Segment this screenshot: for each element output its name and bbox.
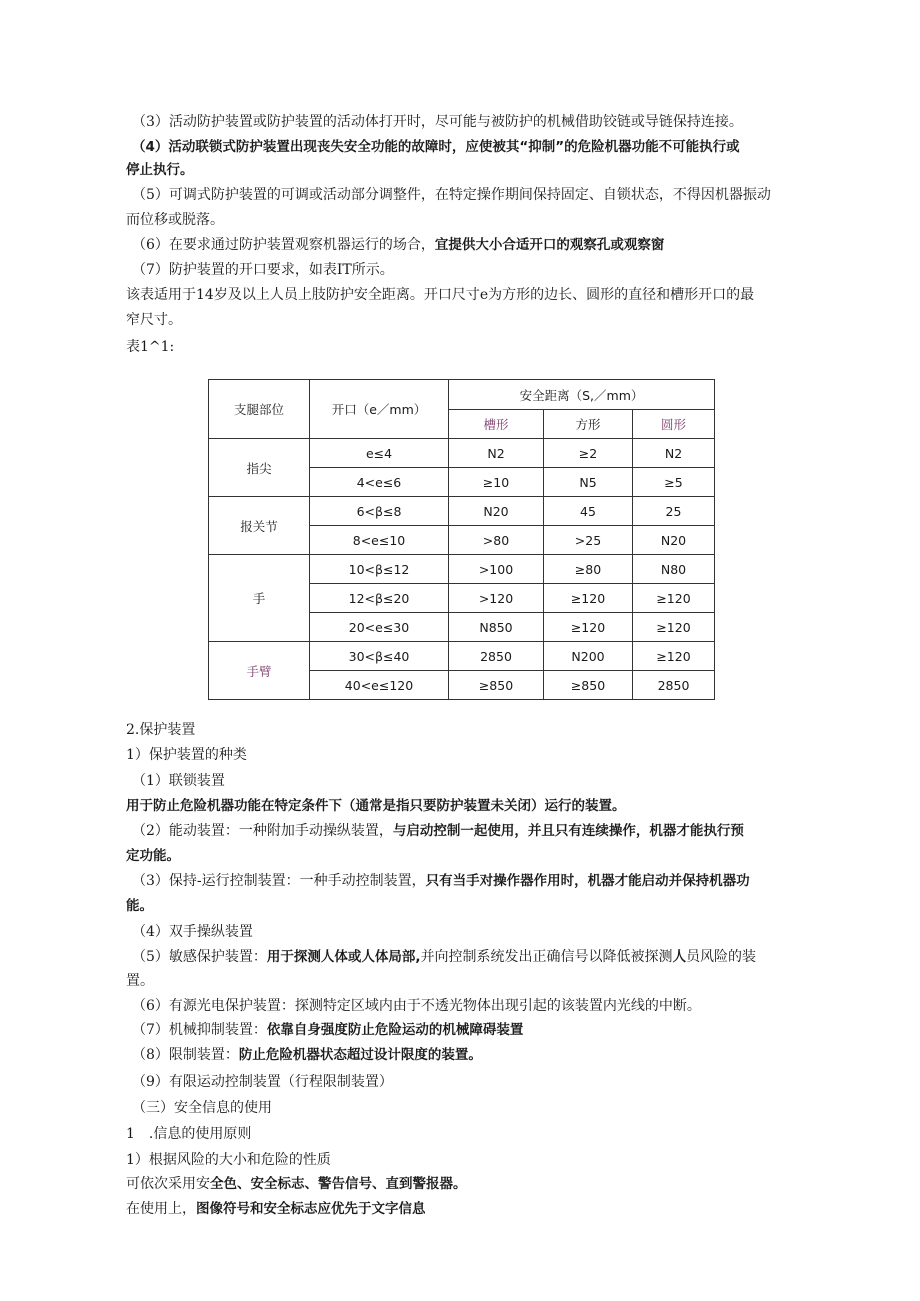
square-cell: N5 [544, 468, 633, 497]
table-row [209, 497, 715, 526]
square-cell: ≥850 [544, 671, 633, 700]
opening-cell: 6<β≤8 [310, 497, 449, 526]
slot-cell: ≥10 [449, 468, 544, 497]
para-7: （7）防护装置的开口要求，如表IT所示。 [132, 262, 394, 278]
opening-cell: 12<β≤20 [310, 584, 449, 613]
header-opening: 开口（e／mm） [310, 380, 449, 439]
para-4-cont: 停止执行。 [126, 162, 194, 178]
opening-cell: 10<β≤12 [310, 555, 449, 584]
round-cell: ≥120 [633, 584, 715, 613]
para-5-cont: 而位移或脱落。 [126, 212, 224, 228]
item-5-cont: 置。 [126, 973, 154, 989]
header-slot: 槽形 [449, 410, 544, 439]
round-cell: ≥5 [633, 468, 715, 497]
round-cell: 25 [633, 497, 715, 526]
para-4: （4）活动联锁式防护装置出现丧失安全功能的故障时，应使被其“抑制”的危险机器功能不可能执行或 [132, 139, 740, 155]
square-cell: N200 [544, 642, 633, 671]
slot-cell: N2 [449, 439, 544, 468]
item-5: （5）敏感保护装置：用于探测人体或人体局部,并向控制系统发出正确信号以降低被探测人员风险的装 [132, 949, 757, 965]
slot-cell: N850 [449, 613, 544, 642]
opening-cell: 30<β≤40 [310, 642, 449, 671]
part-cell: 指尖 [209, 439, 310, 497]
section-3-text-1: 可依次采用安全色、安全标志、警告信号、直到警报器。 [126, 1176, 467, 1192]
header-part: 支腿部位 [209, 380, 310, 439]
part-cell: 手臂 [209, 642, 310, 700]
round-cell: N20 [633, 526, 715, 555]
item-7: （7）机械抑制装置：依靠自身强度防止危险运动的机械障碍装置 [132, 1022, 524, 1038]
opening-cell: e≤4 [310, 439, 449, 468]
square-cell: 45 [544, 497, 633, 526]
slot-cell: >100 [449, 555, 544, 584]
slot-cell: ≥850 [449, 671, 544, 700]
opening-cell: 40<e≤120 [310, 671, 449, 700]
table-row [209, 439, 715, 468]
section-2-heading: 2.保护装置 [126, 722, 196, 738]
para-5: （5）可调式防护装置的可调或活动部分调整件，在特定操作期间保持固定、自锁状态，不得因机器振动 [132, 187, 771, 203]
opening-cell: 8<e≤10 [310, 526, 449, 555]
round-cell: ≥120 [633, 613, 715, 642]
square-cell: ≥120 [544, 584, 633, 613]
slot-cell: N20 [449, 497, 544, 526]
round-cell: N80 [633, 555, 715, 584]
part-cell: 报关节 [209, 497, 310, 555]
square-cell: ≥2 [544, 439, 633, 468]
section-3-text-2: 在使用上，图像符号和安全标志应优先于文字信息 [126, 1201, 426, 1217]
table-note: 该表适用于14岁及以上人员上肢防护安全距离。开口尺寸e为方形的边长、圆形的直径和槽形开口的最 [126, 287, 755, 303]
section-3-1-1: 1）根据风险的大小和危险的性质 [126, 1152, 331, 1168]
item-2-cont: 定功能。 [126, 848, 180, 864]
para-3: （3）活动防护装置或防护装置的活动体打开时，尽可能与被防护的机械借助铰链或导链保持连接。 [132, 114, 743, 130]
header-round: 圆形 [633, 410, 715, 439]
table-row [209, 555, 715, 584]
part-cell: 手 [209, 555, 310, 642]
item-8: （8）限制装置：防止危险机器状态超过设计限度的装置。 [132, 1047, 482, 1063]
item-2: （2）能动装置：一种附加手动操纵装置，与启动控制一起使用，并且只有连续操作，机器才能执行预 [132, 823, 744, 839]
section-2-1: 1）保护装置的种类 [126, 747, 247, 763]
header-distance: 安全距离（S,／mm） [449, 380, 715, 410]
table-note-cont: 窄尺寸。 [126, 312, 182, 328]
round-cell: 2850 [633, 671, 715, 700]
header-square: 方形 [544, 410, 633, 439]
square-cell: ≥80 [544, 555, 633, 584]
safety-distance-table [208, 379, 715, 700]
square-cell: ≥120 [544, 613, 633, 642]
table-row [209, 642, 715, 671]
table-caption: 表1^1: [126, 339, 175, 355]
item-1-desc: 用于防止危险机器功能在特定条件下（通常是指只要防护装置未关闭）运行的装置。 [126, 798, 626, 814]
item-3: （3）保持-运行控制装置：一种手动控制装置，只有当手对操作器作用时，机器才能启动并保持机器功 [132, 873, 750, 889]
square-cell: >25 [544, 526, 633, 555]
para-6: （6）在要求通过防护装置观察机器运行的场合，宜提供大小合适开口的观察孔或观察窗 [132, 237, 665, 253]
round-cell: N2 [633, 439, 715, 468]
section-3-heading: （三）安全信息的使用 [132, 1100, 272, 1116]
round-cell: ≥120 [633, 642, 715, 671]
slot-cell: >120 [449, 584, 544, 613]
slot-cell: 2850 [449, 642, 544, 671]
opening-cell: 20<e≤30 [310, 613, 449, 642]
item-6: （6）有源光电保护装置：探测特定区域内由于不透光物体出现引起的该装置内光线的中断。 [132, 998, 701, 1014]
slot-cell: >80 [449, 526, 544, 555]
item-3-cont: 能。 [126, 898, 153, 914]
opening-cell: 4<e≤6 [310, 468, 449, 497]
item-1: （1）联锁装置 [132, 773, 225, 789]
section-3-1: 1 .信息的使用原则 [126, 1126, 252, 1142]
item-4: （4）双手操纵装置 [132, 924, 253, 940]
item-9: （9）有限运动控制装置（行程限制装置） [132, 1074, 393, 1090]
